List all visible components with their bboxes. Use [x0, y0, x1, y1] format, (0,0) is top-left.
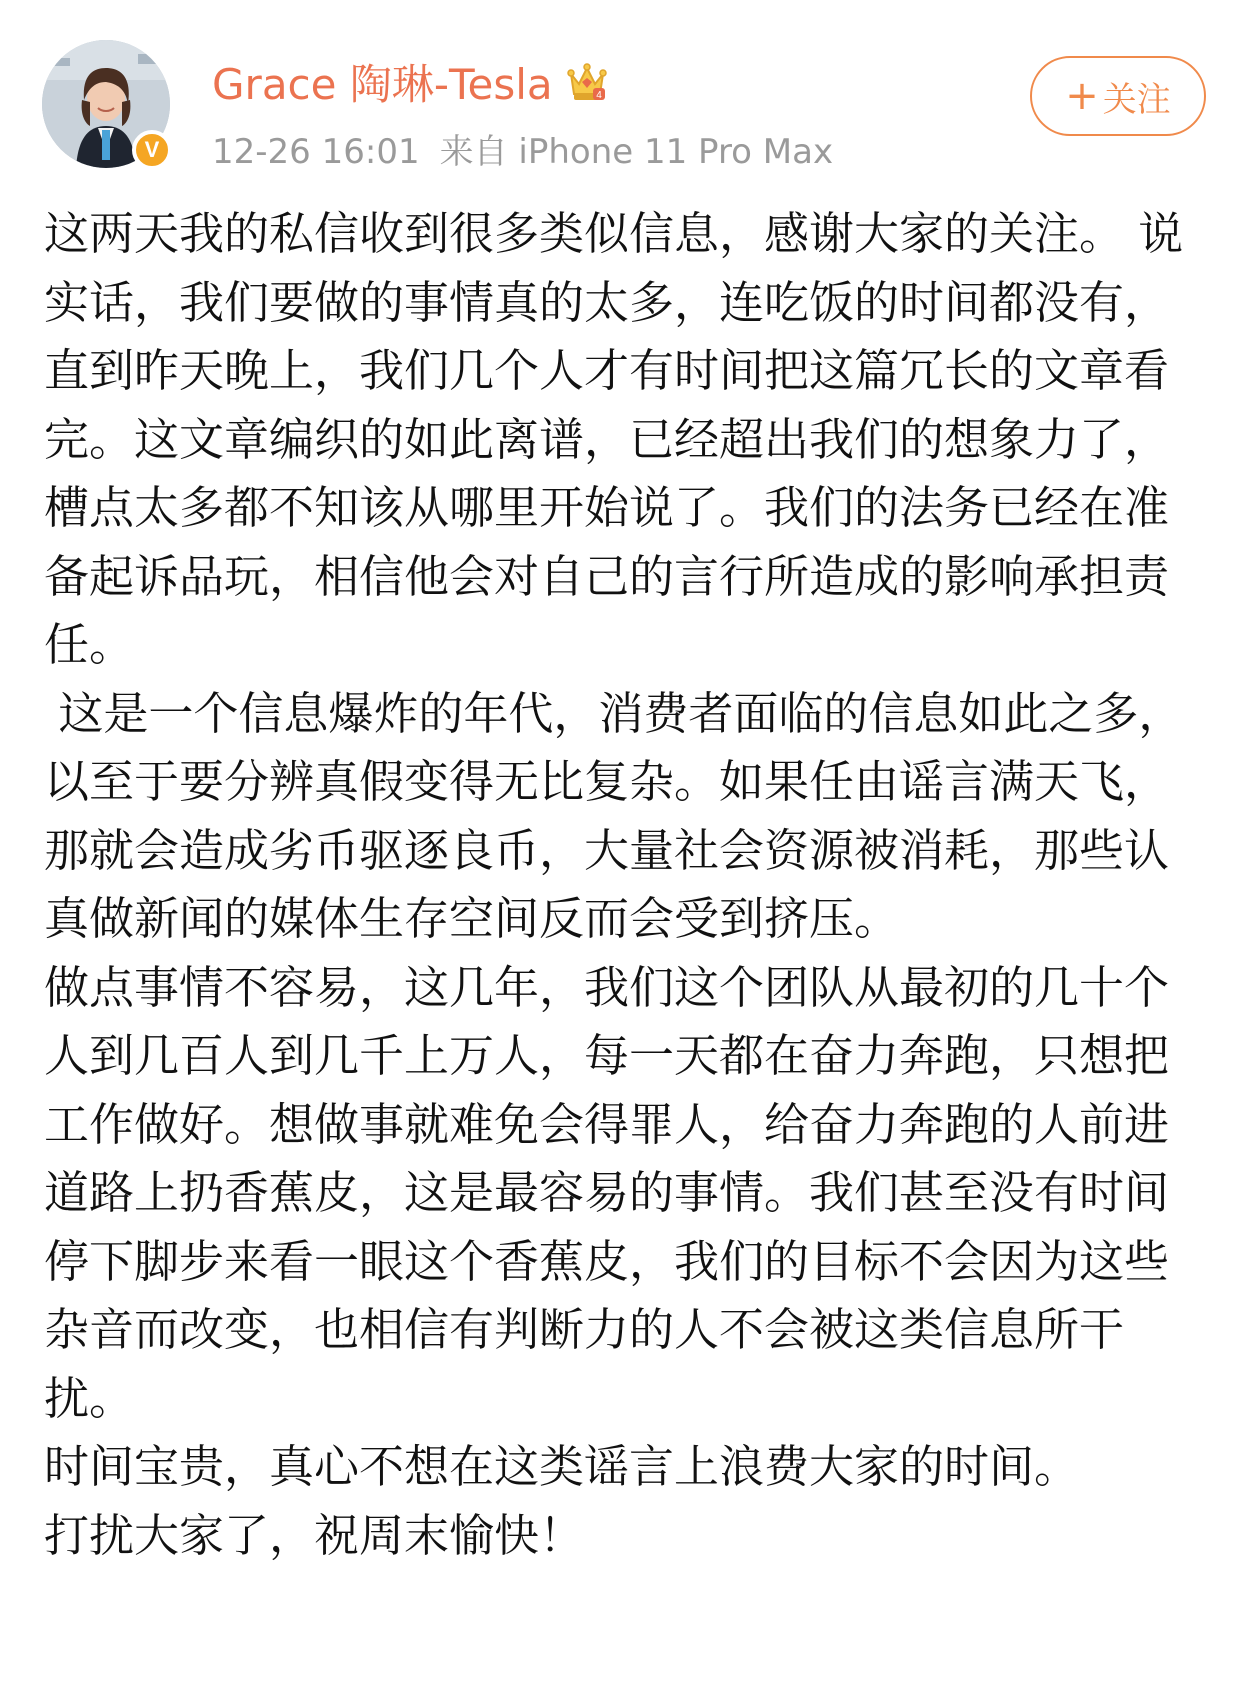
post-paragraph: 这是一个信息爆炸的年代，消费者面临的信息如此之多，以至于要分辨真假变得无比复杂。如果任由谣言满天飞，那就会造成劣币驱逐良币，大量社会资源被消耗，那些认真做新闻的媒体生存空间反而会受到挤压。 — [44, 686, 1184, 945]
plus-icon: + — [1065, 73, 1099, 119]
verified-label: V — [144, 137, 160, 162]
post-body — [44, 200, 1204, 1570]
follow-label: 关注 — [1102, 79, 1171, 120]
author-name-row — [212, 54, 611, 110]
post-paragraph: 打扰大家了，祝周末愉快！ — [44, 1508, 585, 1562]
post-meta — [212, 124, 833, 173]
author-avatar[interactable] — [42, 40, 170, 168]
crown-icon[interactable] — [563, 58, 611, 106]
svg-text:4: 4 — [595, 90, 602, 101]
verified-icon — [132, 130, 172, 170]
follow-button[interactable] — [1030, 56, 1206, 136]
post-paragraph: 这两天我的私信收到很多类似信息，感谢大家的关注。 说实话，我们要做的事情真的太多，连吃饭的时间都没有，直到昨天晚上，我们几个人才有时间把这篇冗长的文章看完。这文章编织的如此离谱，已经超出我们的想象力了，槽点太多都不知该从哪里开始说了。我们的法务已经在准备起诉品玩，相信他会对自己的言行所造成的影响承担责任。 — [44, 207, 1184, 671]
post-header — [0, 0, 1242, 180]
author-name[interactable]: Grace 陶琳-Tesla — [212, 60, 553, 109]
post-paragraph: 做点事情不容易，这几年，我们这个团队从最初的几十个人到几百人到几千上万人，每一天都在奋力奔跑，只想把工作做好。想做事就难免会得罪人，给奋力奔跑的人前进道路上扔香蕉皮，这是最容易的事情。我们甚至没有时间停下脚步来看一眼这个香蕉皮，我们的目标不会因为这些杂音而改变，也相信有判断力的人不会被这类信息所干扰。 — [44, 960, 1170, 1425]
post-source: 来自 iPhone 11 Pro Max — [439, 132, 834, 172]
post-time[interactable]: 12-26 16:01 — [212, 132, 420, 172]
post-paragraph: 时间宝贵，真心不想在这类谣言上浪费大家的时间。 — [44, 1440, 1080, 1493]
